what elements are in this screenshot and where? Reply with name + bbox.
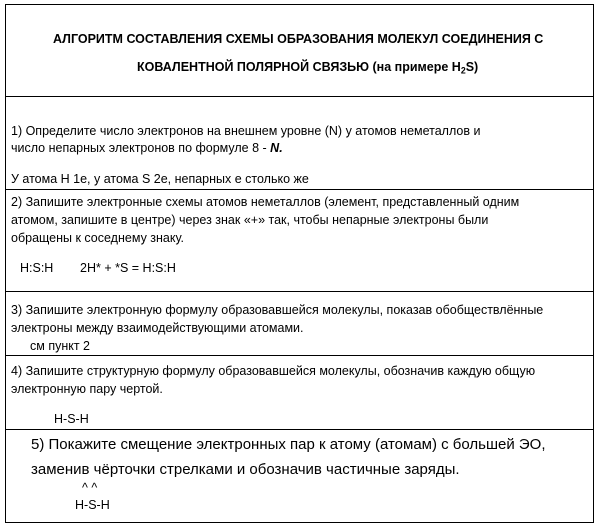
step-3-text-line-2: электроны между взаимодействующими атомами. xyxy=(11,321,304,335)
table-header-cell xyxy=(6,5,593,97)
step-4-text-line-1: 4) Запишите структурную формулу образовавшейся молекулы, обозначив каждую общую xyxy=(11,364,536,378)
step-5-arrows: ^ ^ xyxy=(82,481,98,495)
step-2-scheme-left: H:S:H xyxy=(20,261,54,275)
step-3-note: см пункт 2 xyxy=(30,339,90,353)
step-4-cell xyxy=(6,356,593,430)
step-1-text-line-1: 1) Определите число электронов на внешнем уровне (N) у атомов неметаллов и xyxy=(11,124,481,138)
algorithm-table xyxy=(5,4,594,523)
step-1-text-line-2: число непарных электронов по формуле 8 - N. xyxy=(11,141,283,155)
step-2-cell xyxy=(6,190,593,292)
title-line-2: КОВАЛЕНТНОЙ ПОЛЯРНОЙ СВЯЗЬЮ (на примере $H_2S$) xyxy=(137,60,479,76)
step-1-cell xyxy=(6,97,593,190)
step-4-text-line-2: электронную пару чертой. xyxy=(11,382,163,396)
step-2-text-line-2: атомом, запишите в центре) через знак «+» так, чтобы непарные электроны были xyxy=(11,213,489,227)
step-5-text-line-2: заменив чёрточки стрелками и обозначив частичные заряды. xyxy=(31,461,460,478)
step-3-text-line-1: 3) Запишите электронную формулу образовавшейся молекулы, показав обобществлённые xyxy=(11,303,544,317)
step-5-formula: H-S-H xyxy=(75,498,110,512)
step-3-cell xyxy=(6,292,593,356)
step-4-formula: H-S-H xyxy=(54,412,89,426)
step-5-cell xyxy=(6,430,593,524)
title-line-1: АЛГОРИТМ СОСТАВЛЕНИЯ СХЕМЫ ОБРАЗОВАНИЯ МОЛЕКУЛ СОЕДИНЕНИЯ С xyxy=(53,32,544,46)
step-2-scheme-right: 2H* + *S = H:S:H xyxy=(80,261,176,275)
step-5-text-line-1: 5) Покажите смещение электронных пар к атому (атомам) с большей ЭО, xyxy=(31,436,546,453)
step-1-note: У атома H 1е, у атома S 2е, непарных е столько же xyxy=(11,172,309,186)
step-2-text-line-3: обращены к соседнему знаку. xyxy=(11,231,184,245)
step-2-text-line-1: 2) Запишите электронные схемы атомов неметаллов (элемент, представленный одним xyxy=(11,195,520,209)
